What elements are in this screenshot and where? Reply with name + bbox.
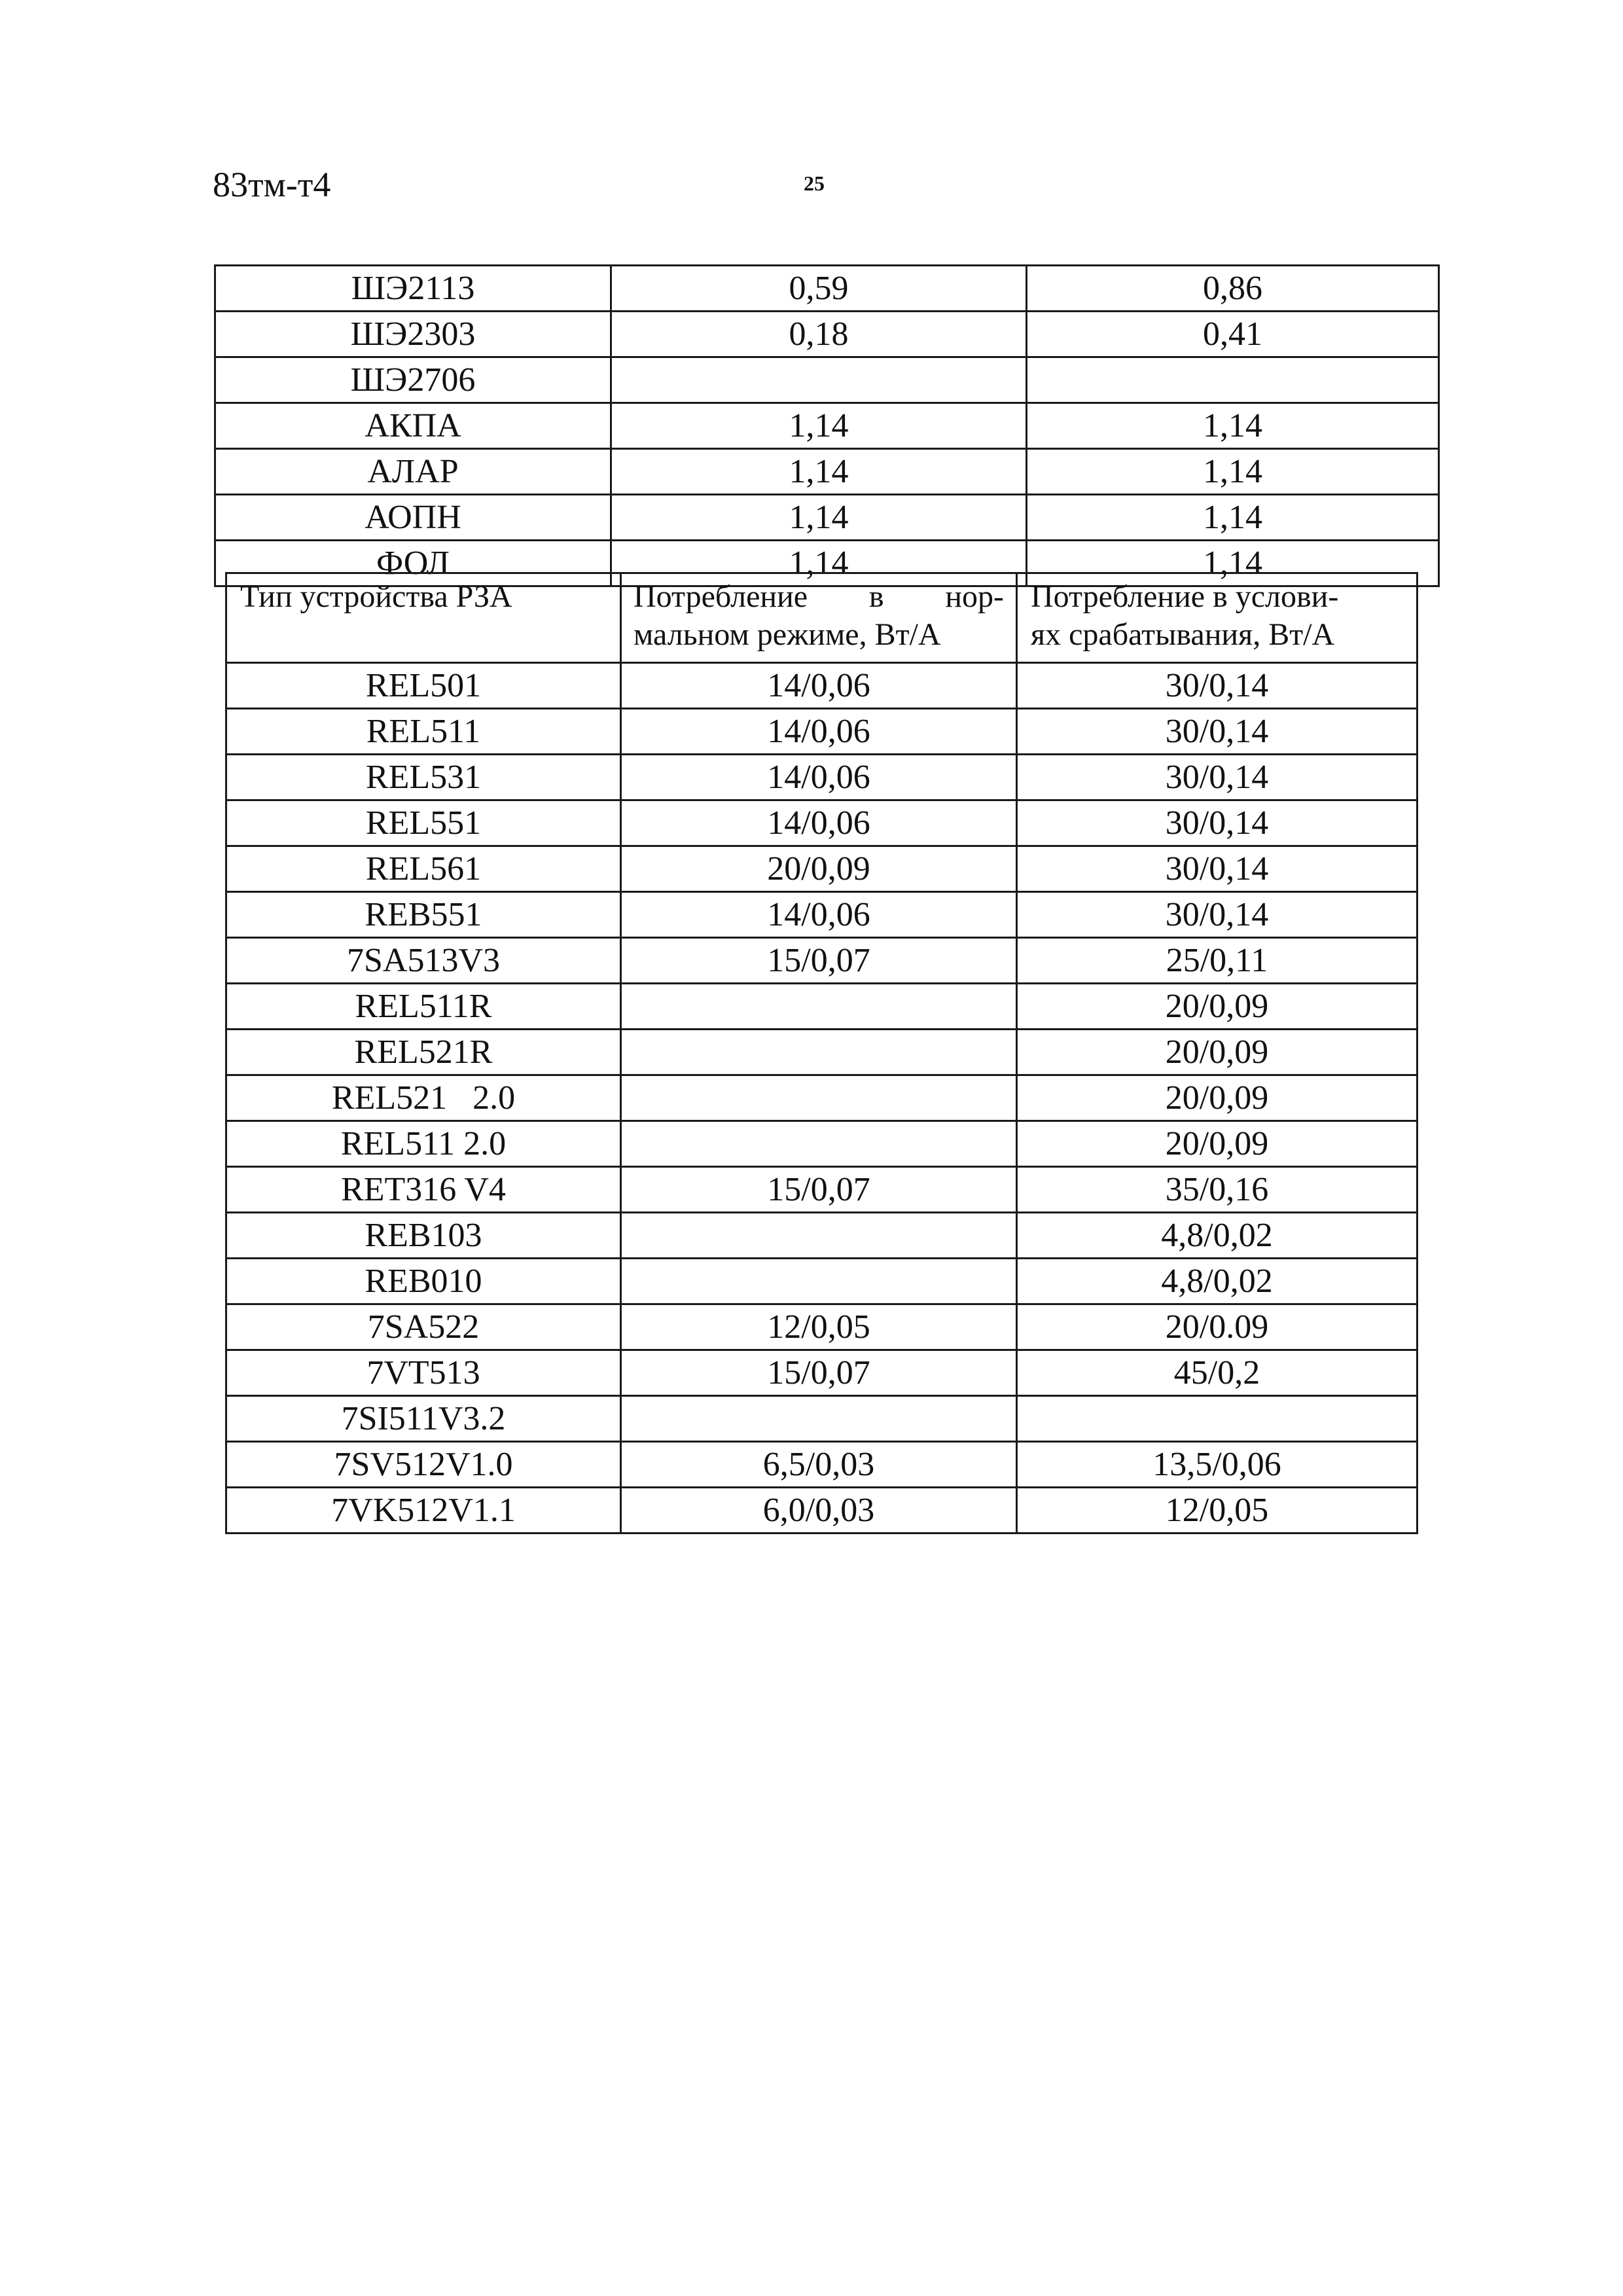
table-row (215, 357, 1439, 403)
trip-consumption-cell: 30/0,14 (1017, 800, 1418, 846)
device-type-cell: 7SI511V3.2 (226, 1396, 621, 1442)
header-trip-line1: Потребление в услови- (1031, 579, 1339, 614)
consumption-table-continued (214, 264, 1440, 587)
trip-consumption-cell: 45/0,2 (1017, 1350, 1418, 1396)
normal-consumption-cell: 12/0,05 (621, 1304, 1017, 1350)
normal-consumption-cell (621, 984, 1017, 1030)
trip-consumption-cell: 35/0,16 (1017, 1167, 1418, 1213)
table-row (226, 1304, 1418, 1350)
header-trip-consumption (1017, 573, 1418, 663)
device-type-cell: 7SV512V1.0 (226, 1442, 621, 1488)
normal-consumption-cell: 6,0/0,03 (621, 1488, 1017, 1534)
table-row (226, 1121, 1418, 1167)
trip-consumption-cell: 1,14 (1027, 495, 1439, 541)
header-normal-line2: мальном режиме, Вт/А (633, 617, 941, 652)
trip-consumption-cell: 13,5/0,06 (1017, 1442, 1418, 1488)
device-type-cell: REL521 2.0 (226, 1075, 621, 1121)
table-row (215, 266, 1439, 312)
table-row (215, 312, 1439, 357)
device-type-cell: REB010 (226, 1259, 621, 1304)
device-type-cell: REL511R (226, 984, 621, 1030)
device-type-cell: REL531 (226, 755, 621, 800)
trip-consumption-cell: 25/0,11 (1017, 938, 1418, 984)
normal-consumption-cell: 15/0,07 (621, 1350, 1017, 1396)
table-row (215, 495, 1439, 541)
normal-consumption-cell (621, 1259, 1017, 1304)
trip-consumption-cell: 20/0,09 (1017, 1075, 1418, 1121)
trip-consumption-cell: 30/0,14 (1017, 755, 1418, 800)
normal-consumption-cell: 0,18 (611, 312, 1027, 357)
header-normal-word: в (868, 579, 884, 614)
trip-consumption-cell: 30/0,14 (1017, 892, 1418, 938)
device-type-cell: ШЭ2303 (215, 312, 611, 357)
normal-consumption-cell: 15/0,07 (621, 1167, 1017, 1213)
table-row (226, 663, 1418, 709)
normal-consumption-cell: 14/0,06 (621, 709, 1017, 755)
device-type-cell: ШЭ2706 (215, 357, 611, 403)
table-row (226, 1167, 1418, 1213)
table-row (215, 449, 1439, 495)
normal-consumption-cell: 1,14 (611, 495, 1027, 541)
table-row (226, 755, 1418, 800)
normal-consumption-cell: 14/0,06 (621, 892, 1017, 938)
document-code: 83тм-т4 (213, 165, 331, 204)
device-type-cell: REL561 (226, 846, 621, 892)
trip-consumption-cell: 20/0,09 (1017, 1030, 1418, 1075)
trip-consumption-cell: 20/0.09 (1017, 1304, 1418, 1350)
trip-consumption-cell: 30/0,14 (1017, 663, 1418, 709)
trip-consumption-cell: 30/0,14 (1017, 709, 1418, 755)
device-type-cell: REL511 2.0 (226, 1121, 621, 1167)
normal-consumption-cell: 6,5/0,03 (621, 1442, 1017, 1488)
table-header-row (226, 573, 1418, 663)
header-trip-line2: ях срабатывания, Вт/А (1031, 617, 1335, 652)
table-row (226, 1396, 1418, 1442)
normal-consumption-cell (621, 1121, 1017, 1167)
table-row (226, 938, 1418, 984)
table-row (226, 1213, 1418, 1259)
normal-consumption-cell: 1,14 (611, 541, 1027, 586)
table-row (226, 892, 1418, 938)
device-type-cell: REL521R (226, 1030, 621, 1075)
trip-consumption-cell: 30/0,14 (1017, 846, 1418, 892)
device-type-cell: REB551 (226, 892, 621, 938)
device-type-cell: АЛАР (215, 449, 611, 495)
device-type-cell: 7SA513V3 (226, 938, 621, 984)
header-device-type: Тип устройства РЗА (226, 573, 621, 663)
device-type-cell: REL551 (226, 800, 621, 846)
device-type-cell: 7VT513 (226, 1350, 621, 1396)
trip-consumption-cell: 4,8/0,02 (1017, 1213, 1418, 1259)
table-row (215, 403, 1439, 449)
normal-consumption-cell: 14/0,06 (621, 663, 1017, 709)
table-row (226, 1030, 1418, 1075)
header-normal-word: Потребление (633, 579, 808, 614)
table-row (226, 1488, 1418, 1534)
table-row (226, 1259, 1418, 1304)
trip-consumption-cell: 1,14 (1027, 541, 1439, 586)
device-type-cell: 7VK512V1.1 (226, 1488, 621, 1534)
normal-consumption-cell: 14/0,06 (621, 800, 1017, 846)
device-type-cell: АКПА (215, 403, 611, 449)
trip-consumption-cell (1027, 357, 1439, 403)
trip-consumption-cell: 1,14 (1027, 403, 1439, 449)
trip-consumption-cell: 20/0,09 (1017, 984, 1418, 1030)
trip-consumption-cell: 0,86 (1027, 266, 1439, 312)
page-number: 25 (804, 171, 825, 195)
normal-consumption-cell: 0,59 (611, 266, 1027, 312)
table-row (226, 1350, 1418, 1396)
normal-consumption-cell: 1,14 (611, 449, 1027, 495)
normal-consumption-cell: 15/0,07 (621, 938, 1017, 984)
normal-consumption-cell (621, 1396, 1017, 1442)
device-type-cell: 7SA522 (226, 1304, 621, 1350)
table-row (226, 846, 1418, 892)
header-normal-line1 (633, 578, 1004, 616)
normal-consumption-cell: 20/0,09 (621, 846, 1017, 892)
normal-consumption-cell (611, 357, 1027, 403)
device-type-cell: REL511 (226, 709, 621, 755)
trip-consumption-cell (1017, 1396, 1418, 1442)
device-type-cell: RET316 V4 (226, 1167, 621, 1213)
normal-consumption-cell: 14/0,06 (621, 755, 1017, 800)
normal-consumption-cell (621, 1213, 1017, 1259)
table-row (226, 800, 1418, 846)
table-row (226, 709, 1418, 755)
normal-consumption-cell: 1,14 (611, 403, 1027, 449)
rza-device-consumption-table (225, 572, 1418, 1534)
device-type-cell: ШЭ2113 (215, 266, 611, 312)
trip-consumption-cell: 20/0,09 (1017, 1121, 1418, 1167)
trip-consumption-cell: 0,41 (1027, 312, 1439, 357)
header-normal-word: нор- (945, 579, 1004, 614)
header-normal-consumption (621, 573, 1017, 663)
consumption-table-continued-body (215, 266, 1439, 586)
trip-consumption-cell: 4,8/0,02 (1017, 1259, 1418, 1304)
device-type-cell: АОПН (215, 495, 611, 541)
table-row (226, 1075, 1418, 1121)
table-row (226, 984, 1418, 1030)
device-type-cell: ФОЛ (215, 541, 611, 586)
trip-consumption-cell: 12/0,05 (1017, 1488, 1418, 1534)
normal-consumption-cell (621, 1075, 1017, 1121)
rza-device-consumption-table-body (226, 573, 1418, 1534)
device-type-cell: REL501 (226, 663, 621, 709)
device-type-cell: REB103 (226, 1213, 621, 1259)
normal-consumption-cell (621, 1030, 1017, 1075)
trip-consumption-cell: 1,14 (1027, 449, 1439, 495)
table-row (226, 1442, 1418, 1488)
